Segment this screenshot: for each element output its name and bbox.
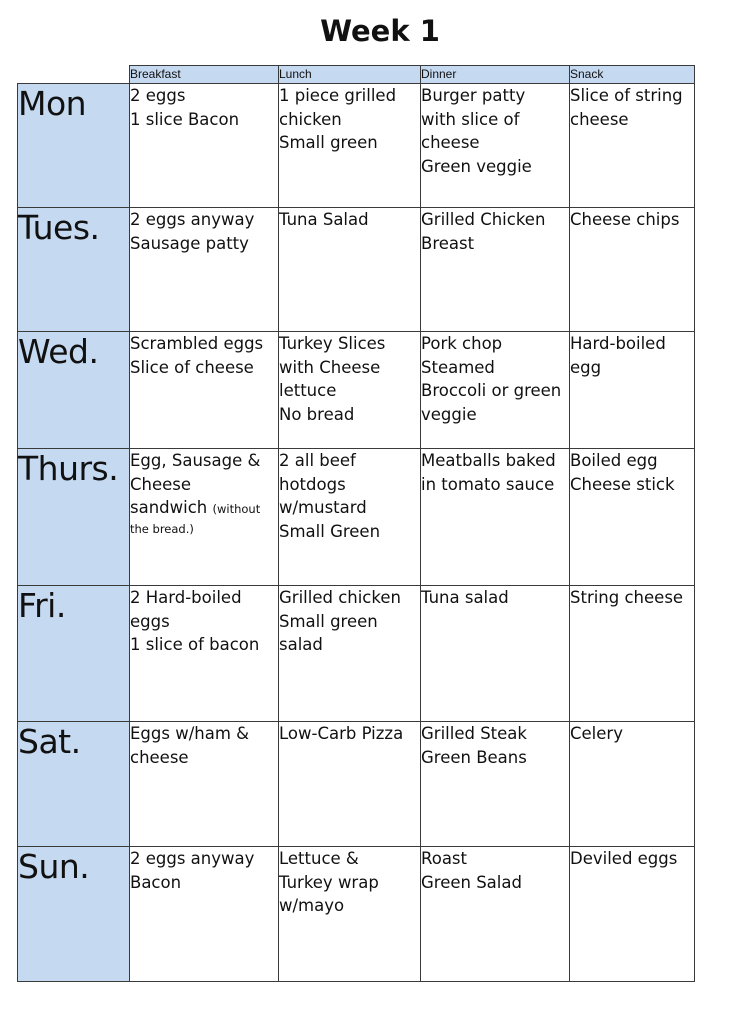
lunch-cell (279, 449, 421, 586)
header-snack: Snack (570, 66, 695, 84)
meal-line: Hard-boiled (570, 334, 666, 353)
snack-cell (570, 847, 695, 982)
table-row (18, 847, 695, 982)
meal-line: Tuna Salad (279, 210, 369, 229)
meal-line: Roast (421, 849, 467, 868)
meal-line: Burger patty (421, 86, 526, 105)
meal-line: veggie (421, 404, 477, 424)
day-label: Thurs. (18, 449, 130, 586)
day-label: Sat. (18, 722, 130, 847)
meal-line: Celery (570, 724, 623, 743)
meal-line: 2 eggs anyway (130, 849, 255, 868)
lunch-cell (279, 847, 421, 982)
meal-line: cheese (130, 747, 189, 767)
meal-line: hotdogs (279, 474, 346, 494)
meal-line: 1 piece grilled (279, 86, 397, 105)
day-label: Sun. (18, 847, 130, 982)
snack-cell (570, 208, 695, 332)
meal-line: Grilled Chicken (421, 210, 546, 229)
meal-line: Grilled Steak (421, 724, 527, 743)
day-label: Tues. (18, 208, 130, 332)
meal-line: Slice of string (570, 86, 683, 105)
breakfast-cell (130, 586, 279, 722)
dinner-cell (421, 586, 570, 722)
dinner-cell (421, 847, 570, 982)
breakfast-cell (130, 722, 279, 847)
day-label: Mon (18, 84, 130, 208)
dinner-cell (421, 449, 570, 586)
meal-line-main: sandwich (130, 498, 208, 517)
dinner-cell (421, 84, 570, 208)
meal-line: Grilled chicken (279, 588, 401, 607)
lunch-cell (279, 722, 421, 847)
meal-line: cheese (421, 133, 480, 152)
meal-line: eggs (130, 611, 170, 631)
meal-note: (without (212, 502, 261, 516)
meal-line: Green veggie (421, 156, 532, 176)
meal-line: Cheese (130, 474, 192, 494)
dinner-cell (421, 722, 570, 847)
snack-cell (570, 449, 695, 586)
breakfast-cell (130, 449, 279, 586)
breakfast-cell (130, 847, 279, 982)
meal-line: Breast (421, 233, 475, 253)
header-dinner: Dinner (421, 66, 570, 84)
breakfast-cell (130, 208, 279, 332)
header-breakfast: Breakfast (130, 66, 279, 84)
meal-line: Boiled egg (570, 451, 658, 470)
meal-line: Slice of cheese (130, 357, 254, 377)
meal-line: chicken (279, 109, 342, 129)
meal-line: Broccoli or green (421, 381, 562, 400)
meal-line: Pork chop (421, 334, 503, 353)
lunch-cell (279, 208, 421, 332)
meal-line: with Cheese (279, 357, 381, 377)
table-row (18, 586, 695, 722)
meal-line: Steamed (421, 357, 495, 377)
day-label: Fri. (18, 586, 130, 722)
meal-line: salad (279, 635, 323, 654)
meal-line: Cheese chips (570, 210, 680, 229)
meal-line: String cheese (570, 588, 684, 607)
meal-plan-table (17, 65, 695, 982)
table-row (18, 84, 695, 208)
meal-line: w/mustard (279, 498, 367, 517)
header-row (18, 66, 695, 84)
meal-line: with slice of (421, 109, 520, 129)
table-row (18, 449, 695, 586)
meal-line: lettuce (279, 381, 337, 400)
meal-line: Meatballs baked (421, 451, 556, 470)
page-title: Week 1 (320, 14, 440, 48)
meal-line: Green Beans (421, 747, 527, 767)
meal-line: Small Green (279, 521, 381, 541)
meal-line: Deviled eggs (570, 849, 678, 868)
meal-line: Turkey wrap (279, 872, 379, 892)
meal-line (130, 496, 278, 522)
breakfast-cell (130, 84, 279, 208)
snack-cell (570, 586, 695, 722)
lunch-cell (279, 332, 421, 449)
meal-line: 1 slice of bacon (130, 635, 260, 654)
meal-line: Small green (279, 133, 378, 152)
lunch-cell (279, 586, 421, 722)
meal-line: Scrambled eggs (130, 334, 264, 353)
meal-line: 2 eggs (130, 86, 186, 105)
meal-line: Lettuce & (279, 849, 359, 868)
meal-line: in tomato sauce (421, 474, 555, 494)
dinner-cell (421, 332, 570, 449)
meal-line: cheese (570, 109, 629, 129)
meal-line: Tuna salad (421, 588, 509, 607)
header-lunch: Lunch (279, 66, 421, 84)
meal-line: Sausage patty (130, 233, 249, 253)
meal-line: w/mayo (279, 896, 345, 915)
meal-note: the bread.) (130, 521, 194, 536)
meal-line: Small green (279, 611, 378, 631)
corner-blank (18, 66, 130, 84)
meal-line: Egg, Sausage & (130, 451, 261, 470)
breakfast-cell (130, 332, 279, 449)
snack-cell (570, 332, 695, 449)
meal-line: Cheese stick (570, 474, 675, 494)
meal-line: Eggs w/ham & (130, 724, 250, 743)
meal-line: No bread (279, 404, 355, 424)
meal-line: Green Salad (421, 872, 522, 892)
dinner-cell (421, 208, 570, 332)
snack-cell (570, 722, 695, 847)
day-label: Wed. (18, 332, 130, 449)
meal-line: Low-Carb Pizza (279, 724, 404, 743)
meal-line: Turkey Slices (279, 334, 386, 353)
table-row (18, 722, 695, 847)
table-row (18, 332, 695, 449)
snack-cell (570, 84, 695, 208)
meal-line: 1 slice Bacon (130, 109, 240, 129)
meal-line: 2 all beef (279, 451, 356, 470)
meal-line: Bacon (130, 872, 182, 892)
lunch-cell (279, 84, 421, 208)
meal-line: 2 Hard-boiled (130, 588, 242, 607)
meal-line: 2 eggs anyway (130, 210, 255, 229)
meal-line: egg (570, 357, 602, 377)
table-row (18, 208, 695, 332)
